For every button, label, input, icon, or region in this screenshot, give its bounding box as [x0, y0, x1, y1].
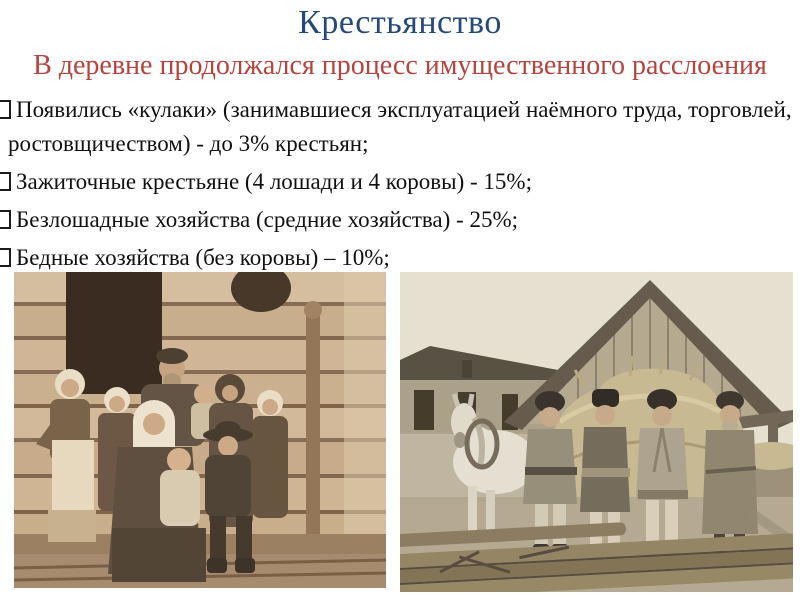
bullet-item	[8, 203, 794, 237]
men-horse-haystack-illustration	[400, 272, 793, 592]
bullet-text: Бедные хозяйства (без коровы) – 10%;	[16, 245, 390, 270]
missing-glyph-bullet-icon	[0, 248, 11, 267]
bullet-text: Безлошадные хозяйства (средние хозяйства) - 25%;	[16, 207, 519, 232]
peasant-family-photo	[14, 272, 386, 588]
bullet-list	[0, 93, 800, 275]
men-horse-haystack-photo	[400, 272, 793, 592]
missing-glyph-bullet-icon	[0, 172, 11, 191]
bullet-item	[8, 165, 794, 199]
slide-title: Крестьянство	[298, 4, 502, 41]
missing-glyph-bullet-icon	[0, 100, 11, 119]
bullet-item	[8, 241, 794, 275]
peasant-family-illustration	[14, 272, 386, 588]
bullet-item	[8, 93, 794, 161]
slide-subtitle: В деревне продолжался процесс имущественного расслоения	[33, 50, 767, 81]
bullet-text: Появились «кулаки» (занимавшиеся эксплуатацией наёмного труда, торговлей, ростовщичеством) - до 3% крестьян;	[8, 97, 792, 156]
bullet-text: Зажиточные крестьяне (4 лошади и 4 коровы) - 15%;	[16, 169, 532, 194]
missing-glyph-bullet-icon	[0, 210, 11, 229]
